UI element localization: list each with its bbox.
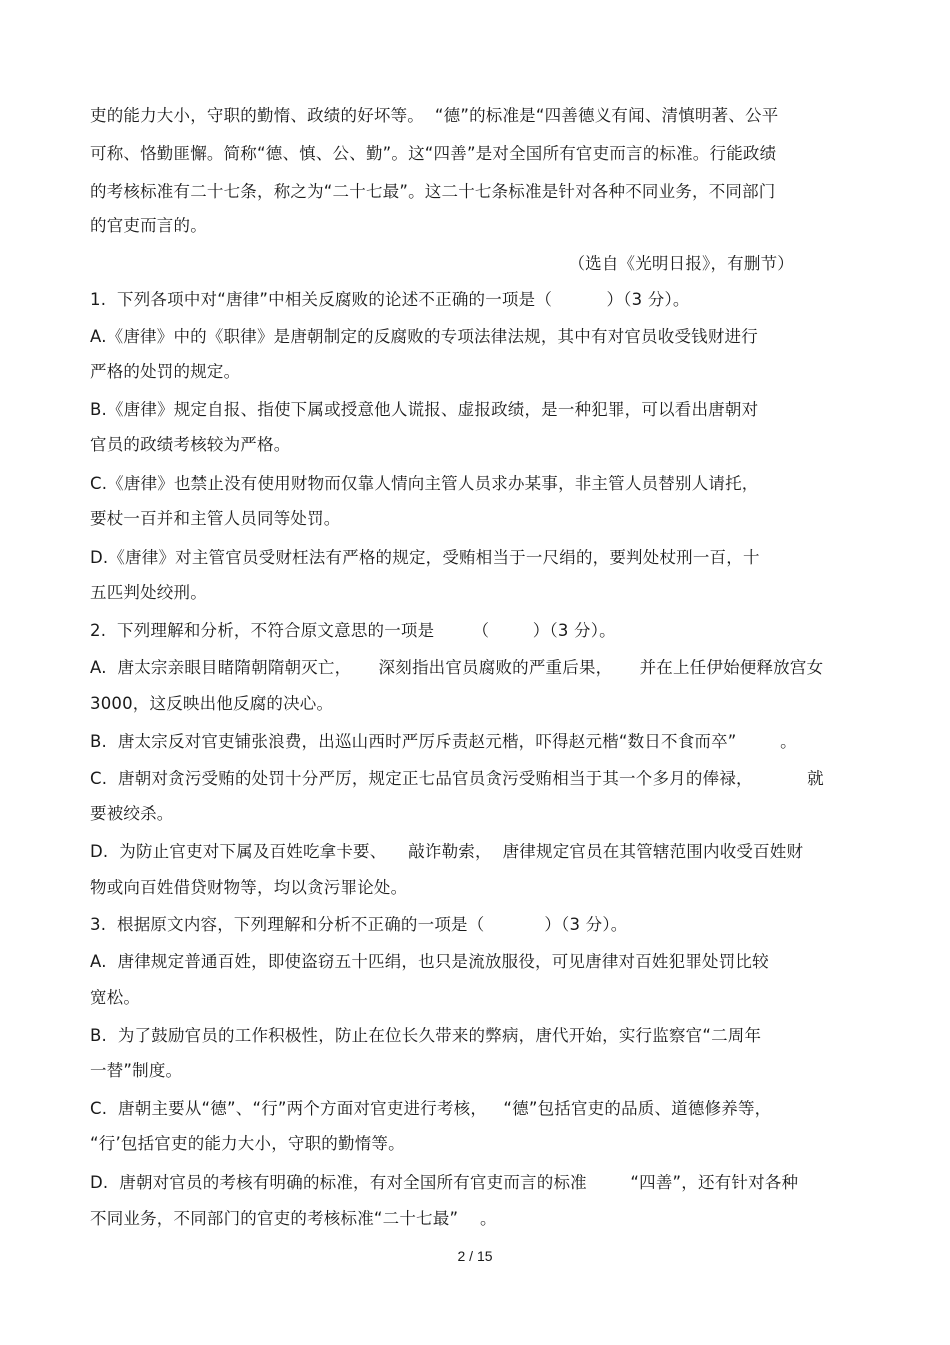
option-b: B.《唐律》规定自报、指使下属或授意他人谎报、虚报政绩，是一种犯罪，可以看出唐朝对 <box>90 400 759 419</box>
option-d: D. 唐朝对官员的考核有明确的标准，有对全国所有官吏而言的标准 “四善”，还有针对各种 <box>90 1173 799 1192</box>
source-citation: （选自《光明日报》，有删节） <box>568 254 794 273</box>
option-a-cont: 严格的处罚的规定。 <box>90 362 241 381</box>
option-d-cont: 物或向百姓借贷财物等，均以贪污罪论处。 <box>90 878 408 897</box>
option-d-cont: 五匹判处绞刑。 <box>90 583 207 602</box>
option-a-cont: 宽松。 <box>90 988 141 1007</box>
option-a: A. 唐太宗亲眼目睹隋朝隋朝灭亡， 深刻指出官员腐败的严重后果， 并在上任伊始便释放宫女 <box>90 658 824 677</box>
passage-line: 吏的能力大小，守职的勤惰、政绩的好坏等。 “德”的标准是“四善德义有闻、清慎明著、公平 <box>90 106 779 125</box>
option-a: A. 唐律规定普通百姓，即使盗窃五十匹绢，也只是流放服役，可见唐律对百姓犯罪处罚比较 <box>90 952 769 971</box>
option-b: B. 唐太宗反对官吏铺张浪费，出巡山西时严厉斥责赵元楷，吓得赵元楷“数日不食而卒” 。 <box>90 732 797 751</box>
option-d: D. 为防止官吏对下属及百姓吃拿卡要、 敲诈勒索， 唐律规定官员在其管辖范围内收受百姓财 <box>90 842 804 861</box>
option-d: D.《唐律》对主管官员受财枉法有严格的规定，受贿相当于一尺绢的，要判处杖刑一百，十 <box>90 548 760 567</box>
option-c: C. 唐朝对贪污受贿的处罚十分严厉，规定正七品官员贪污受贿相当于其一个多月的俸禄， 就 <box>90 769 824 788</box>
option-b: B. 为了鼓励官员的工作积极性，防止在位长久带来的弊病，唐代开始，实行监察官“二周年 <box>90 1026 762 1045</box>
option-b-cont: 官员的政绩考核较为严格。 <box>90 435 291 454</box>
option-c-cont: 要被绞杀。 <box>90 804 174 823</box>
option-a: A.《唐律》中的《职律》是唐朝制定的反腐败的专项法律法规，其中有对官员收受钱财进行 <box>90 327 758 346</box>
option-c: C. 唐朝主要从“德”、“行”两个方面对官吏进行考核， “德”包括官吏的品质、道德修养等， <box>90 1099 772 1118</box>
option-c-cont: “行’包括官吏的能力大小，守职的勤惰等。 <box>90 1134 405 1153</box>
option-c-cont: 要杖一百并和主管人员同等处罚。 <box>90 509 341 528</box>
passage-line: 的考核标准有二十七条，称之为“二十七最”。这二十七条标准是针对各种不同业务，不同部门 <box>90 182 776 201</box>
page-number: 2 / 15 <box>457 1248 493 1264</box>
option-d-cont: 不同业务，不同部门的官吏的考核标准“二十七最” 。 <box>90 1209 497 1228</box>
question-stem: 2. 下列理解和分析，不符合原文意思的一项是 （ ）（3 分）。 <box>90 621 616 640</box>
question-stem: 3. 根据原文内容，下列理解和分析不正确的一项是（ ）（3 分）。 <box>90 915 628 934</box>
option-c: C.《唐律》也禁止没有使用财物而仅靠人情向主管人员求办某事，非主管人员替别人请托， <box>90 474 759 493</box>
passage-line: 可称、恪勤匪懈。简称“德、慎、公、勤”。这“四善”是对全国所有官吏而言的标准。行能政绩 <box>90 144 777 163</box>
question-stem: 1. 下列各项中对“唐律”中相关反腐败的论述不正确的一项是（ ）（3 分）。 <box>90 290 690 309</box>
option-a-cont: 3000，这反映出他反腐的决心。 <box>90 694 334 713</box>
passage-line: 的官吏而言的。 <box>90 216 207 235</box>
option-b-cont: 一替”制度。 <box>90 1061 183 1080</box>
